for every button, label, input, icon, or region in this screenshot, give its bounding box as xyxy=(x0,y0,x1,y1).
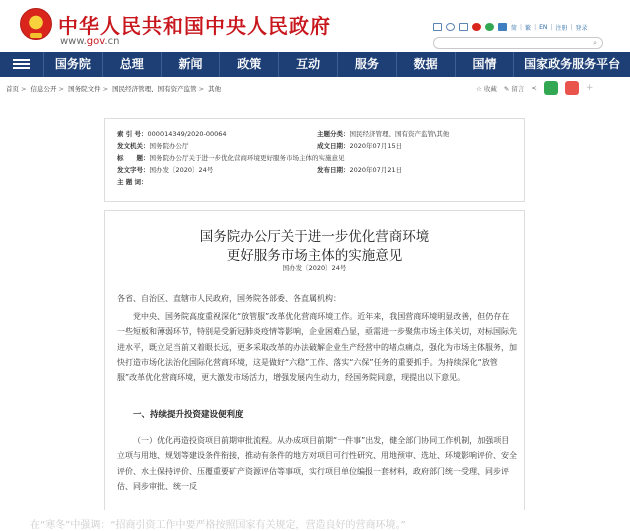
nav-gov-service-platform[interactable]: 国家政务服务平台 xyxy=(524,57,621,71)
article-title-line-1: 国务院办公厅关于进一步优化营商环境 xyxy=(199,229,430,245)
nav-state-council[interactable]: 国务院 xyxy=(44,52,103,77)
message-button[interactable]: ✎ 留言 xyxy=(503,84,525,93)
nav-data[interactable]: 数据 xyxy=(397,52,456,77)
link-traditional[interactable]: 繁 xyxy=(525,24,532,32)
favorite-button[interactable]: ☆ 收藏 xyxy=(476,84,497,93)
search-input[interactable] xyxy=(433,37,603,49)
article-doc-number: 国办发〔2020〕24号 xyxy=(282,264,347,272)
weibo-share-icon[interactable] xyxy=(565,81,579,95)
breadcrumb-other[interactable]: 其他 xyxy=(208,85,222,93)
menu-icon xyxy=(13,59,30,70)
info-title: 标 题：国务院办公厅关于进一步优化营商环境更好服务市场主体的实施意见 xyxy=(117,154,345,162)
info-published-date: 发布日期：2020年07月21日 xyxy=(317,166,403,174)
link-simplified[interactable]: 简 xyxy=(511,24,518,32)
bottom-overlay-text: 在“寒冬”中强调：“招商引资工作中要严格按照国家有关规定，营造良好的营商环境。” xyxy=(0,510,630,531)
more-share-icon[interactable]: + xyxy=(585,83,594,93)
nav-interaction[interactable]: 互动 xyxy=(279,52,338,77)
nav-premier[interactable]: 总理 xyxy=(103,52,162,77)
info-doc-number: 发文字号：国办发〔2020〕24号 xyxy=(117,166,214,174)
mobile-icon[interactable] xyxy=(459,23,468,31)
breadcrumb-economy[interactable]: 国民经济管理、国有资产监管 xyxy=(112,85,197,93)
nav-service[interactable]: 服务 xyxy=(338,52,397,77)
weibo-icon[interactable] xyxy=(472,23,481,31)
nav-policy[interactable]: 政策 xyxy=(220,52,279,77)
info-category: 主题分类：国民经济管理、国有资产监管\其他 xyxy=(317,130,450,138)
section-heading-1: 一、持续提升投资建设便利度 xyxy=(133,410,244,420)
nav-news[interactable]: 新闻 xyxy=(162,52,221,77)
link-login[interactable]: 登录 xyxy=(575,24,588,32)
breadcrumb-documents[interactable]: 国务院文件 xyxy=(68,85,101,93)
mail-icon[interactable] xyxy=(433,23,442,31)
document-info-box xyxy=(104,118,525,202)
page-tools xyxy=(476,81,593,95)
link-english[interactable]: EN xyxy=(539,23,548,31)
info-index: 索 引 号：000014349/2020-00064 xyxy=(117,130,227,138)
info-subject: 主 题 词： xyxy=(117,178,148,186)
site-url[interactable]: www.gov.cn xyxy=(60,36,120,47)
site-title[interactable]: 中华人民共和国中央人民政府 xyxy=(58,14,331,38)
intro-paragraph: 党中央、国务院高度重视深化“放管服”改革优化营商环境工作。近年来，我国营商环境明显改善，但仍存在一些短板和薄弱环节，特别是受新冠肺炎疫情等影响，企业困难凸显，亟需进一步聚焦市场主体关切，对标国际先进水平，既立足当前又着眼长远，更多采取改革的办法破解企业生产经营中的堵点痛点，强化为市场主体服务，加快打造市场化法治化国际化营商环境，这是做好“六稳”工作、落实“六保”任务的重要抓手。为持续深化“放管服”改革优化营商环境，更大激发市场活力，增强发展内生动力，经国务院同意，现提出以下意见。 xyxy=(117,312,517,383)
national-emblem-icon[interactable] xyxy=(20,8,52,40)
nav-home-menu[interactable] xyxy=(0,52,44,77)
site-header xyxy=(0,0,630,52)
breadcrumb-home[interactable]: 首页 xyxy=(6,85,19,93)
app-icon[interactable] xyxy=(446,23,455,31)
main-nav xyxy=(0,52,630,77)
breadcrumb: 首页 > 信息公开 > 国务院文件 > 国民经济管理、国有资产监管 > 其他 xyxy=(6,85,222,93)
nav-national-info[interactable]: 国情 xyxy=(456,52,515,77)
wechat-icon[interactable] xyxy=(485,23,494,31)
wechat-share-icon[interactable] xyxy=(544,81,558,95)
article-body xyxy=(104,210,525,510)
section-1-paragraph: （一）优化再造投资项目前期审批流程。从办成项目前期“一件事”出发，健全部门协同工作机制，加强项目立项与用地、规划等建设条件衔接，推动有条件的地方对项目可行性研究、用地预审、选址、环境影响评价、安全评价、水土保持评价、压覆重要矿产资源评估等事项，实行项目单位编报一套材料，政府部门统一受理、同步评估、同步审批、统一反 xyxy=(117,436,517,491)
share-icon[interactable]: < xyxy=(531,84,537,92)
breadcrumb-info-public[interactable]: 信息公开 xyxy=(30,85,57,93)
info-issuer: 发文机关：国务院办公厅 xyxy=(117,142,189,150)
article-title-line-2: 更好服务市场主体的实施意见 xyxy=(226,248,403,264)
info-created-date: 成文日期：2020年07月15日 xyxy=(317,142,403,150)
accessibility-icon[interactable] xyxy=(498,23,507,31)
search-icon[interactable]: ⌕ xyxy=(593,39,597,47)
salutation: 各省、自治区、直辖市人民政府，国务院各部委、各直属机构： xyxy=(117,294,341,303)
top-links: 简 | 繁 | EN | 注册 | 登录 xyxy=(433,21,587,33)
link-register[interactable]: 注册 xyxy=(555,24,568,32)
